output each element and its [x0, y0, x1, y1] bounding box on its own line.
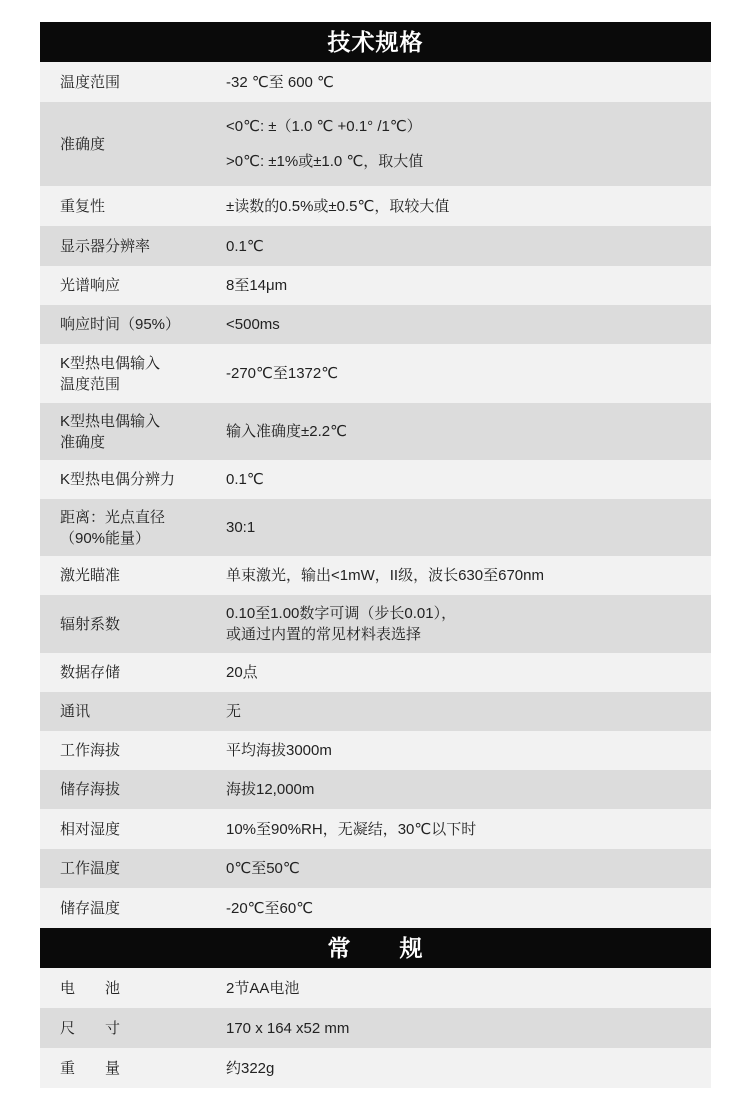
row-label — [40, 978, 226, 999]
table-row — [40, 305, 711, 344]
row-label — [40, 898, 226, 919]
row-value-line: <0℃: ±（1.0 ℃ +0.1° /1℃） — [226, 118, 422, 135]
general-section-title: 常 规 — [40, 928, 711, 968]
row-label-line: 响应时间（95%） — [60, 316, 181, 333]
row-value — [226, 517, 711, 538]
row-label-line: 储存海拔 — [60, 781, 121, 798]
row-value — [226, 421, 711, 442]
row-label-line: 温度范围 — [60, 375, 121, 393]
table-row — [40, 226, 711, 266]
row-label — [40, 314, 226, 335]
row-label-line: 工作海拔 — [60, 742, 121, 759]
row-label — [40, 353, 226, 395]
row-value-line: <500ms — [226, 316, 280, 333]
row-value — [226, 779, 711, 800]
table-row — [40, 266, 711, 305]
row-label — [40, 779, 226, 800]
row-label-line: 重 量 — [60, 1059, 121, 1077]
row-label — [40, 565, 226, 586]
row-value — [226, 363, 711, 384]
row-label-line: 温度范围 — [60, 73, 121, 91]
table-row — [40, 102, 711, 186]
row-value — [226, 662, 711, 683]
row-value — [226, 72, 711, 93]
row-value-line: 0.1℃ — [226, 237, 264, 255]
row-value-line: 单束激光，输出<1mW，II级，波长630至670nm — [226, 567, 544, 584]
row-value — [226, 978, 711, 999]
row-value — [226, 701, 711, 722]
spec-sheet — [40, 22, 711, 1088]
row-label — [40, 662, 226, 683]
row-value-line: 0.10至1.00数字可调（步长0.01）， — [226, 605, 457, 622]
row-label — [40, 236, 226, 257]
spec-section-title: 技术规格 — [40, 22, 711, 62]
row-value-line: -20℃至60℃ — [226, 899, 314, 917]
row-value-line: 10%至90%RH，无凝结，30℃以下时 — [226, 820, 477, 838]
row-value — [226, 603, 711, 645]
row-label-line: （90%能量） — [60, 529, 151, 547]
table-row — [40, 499, 711, 556]
row-label-line: 电 池 — [60, 979, 121, 997]
row-label-line: 通讯 — [60, 703, 91, 720]
row-label — [40, 701, 226, 722]
table-row — [40, 460, 711, 499]
row-value-line: 平均海拔3000m — [226, 742, 332, 759]
table-row — [40, 849, 711, 888]
row-value — [226, 236, 711, 257]
row-value-line: 海拔12,000m — [226, 781, 315, 798]
row-value-line: 或通过内置的常见材料表选择 — [226, 626, 422, 643]
row-label — [40, 275, 226, 296]
row-value — [226, 275, 711, 296]
table-row — [40, 403, 711, 460]
table-row — [40, 1008, 711, 1048]
table-row — [40, 62, 711, 102]
row-label — [40, 72, 226, 93]
row-value-line: 约322g — [226, 1059, 275, 1077]
row-label — [40, 507, 226, 549]
row-value — [226, 1018, 711, 1039]
table-row — [40, 692, 711, 731]
row-label-line: K型热电偶输入 — [60, 354, 161, 372]
row-value — [226, 898, 711, 919]
row-value — [226, 858, 711, 879]
row-value — [226, 314, 711, 335]
table-row — [40, 809, 711, 849]
row-label — [40, 740, 226, 761]
row-label-line: 数据存储 — [60, 664, 121, 681]
row-label — [40, 411, 226, 453]
row-value — [226, 196, 711, 217]
table-row — [40, 968, 711, 1008]
row-value-line: 20点 — [226, 664, 258, 681]
row-value — [226, 116, 711, 172]
table-row — [40, 770, 711, 809]
row-label-line: 尺 寸 — [60, 1019, 121, 1037]
row-label-line: 工作温度 — [60, 860, 121, 877]
row-value-line: 无 — [226, 703, 242, 720]
row-value-line: 输入准确度±2.2℃ — [226, 423, 347, 440]
row-value-line: -270℃至1372℃ — [226, 365, 339, 382]
row-label — [40, 819, 226, 840]
row-label — [40, 858, 226, 879]
row-label — [40, 1058, 226, 1079]
row-label-line: 距离：光点直径 — [60, 508, 166, 526]
row-value-line: -32 ℃至 600 ℃ — [226, 73, 334, 91]
table-row — [40, 556, 711, 595]
row-label — [40, 134, 226, 155]
table-row — [40, 1048, 711, 1088]
row-label — [40, 614, 226, 635]
general-table — [40, 968, 711, 1088]
row-value-line: ±读数的0.5%或±0.5℃，取较大值 — [226, 197, 450, 215]
row-label-line: 准确度 — [60, 135, 106, 153]
row-label-line: 重复性 — [60, 197, 106, 215]
row-label — [40, 196, 226, 217]
row-label-line: 激光瞄准 — [60, 567, 121, 584]
row-label-line: 光谱响应 — [60, 277, 121, 294]
row-value — [226, 740, 711, 761]
table-row — [40, 186, 711, 226]
row-value — [226, 1058, 711, 1079]
row-label-line: 准确度 — [60, 433, 106, 451]
row-value-line: 0.1℃ — [226, 471, 264, 488]
row-value — [226, 819, 711, 840]
row-value-line: >0℃: ±1%或±1.0 ℃，取大值 — [226, 153, 424, 170]
row-value-line: 170 x 164 x52 mm — [226, 1019, 350, 1037]
row-label-line: 相对湿度 — [60, 820, 121, 838]
table-row — [40, 595, 711, 653]
row-label-line: K型热电偶分辨力 — [60, 471, 176, 488]
row-value-line: 30:1 — [226, 519, 256, 536]
row-value — [226, 469, 711, 490]
row-label-line: K型热电偶输入 — [60, 412, 161, 430]
row-label — [40, 1018, 226, 1039]
row-value-line: 0℃至50℃ — [226, 860, 300, 877]
row-value — [226, 565, 711, 586]
table-row — [40, 888, 711, 928]
row-label-line: 储存温度 — [60, 899, 121, 917]
row-value-line: 2节AA电池 — [226, 979, 300, 997]
row-label-line: 辐射系数 — [60, 615, 121, 633]
row-value-line: 8至14μm — [226, 277, 288, 294]
table-row — [40, 344, 711, 403]
row-label — [40, 469, 226, 490]
table-row — [40, 731, 711, 770]
row-label-line: 显示器分辨率 — [60, 237, 151, 255]
table-row — [40, 653, 711, 692]
spec-table — [40, 62, 711, 928]
